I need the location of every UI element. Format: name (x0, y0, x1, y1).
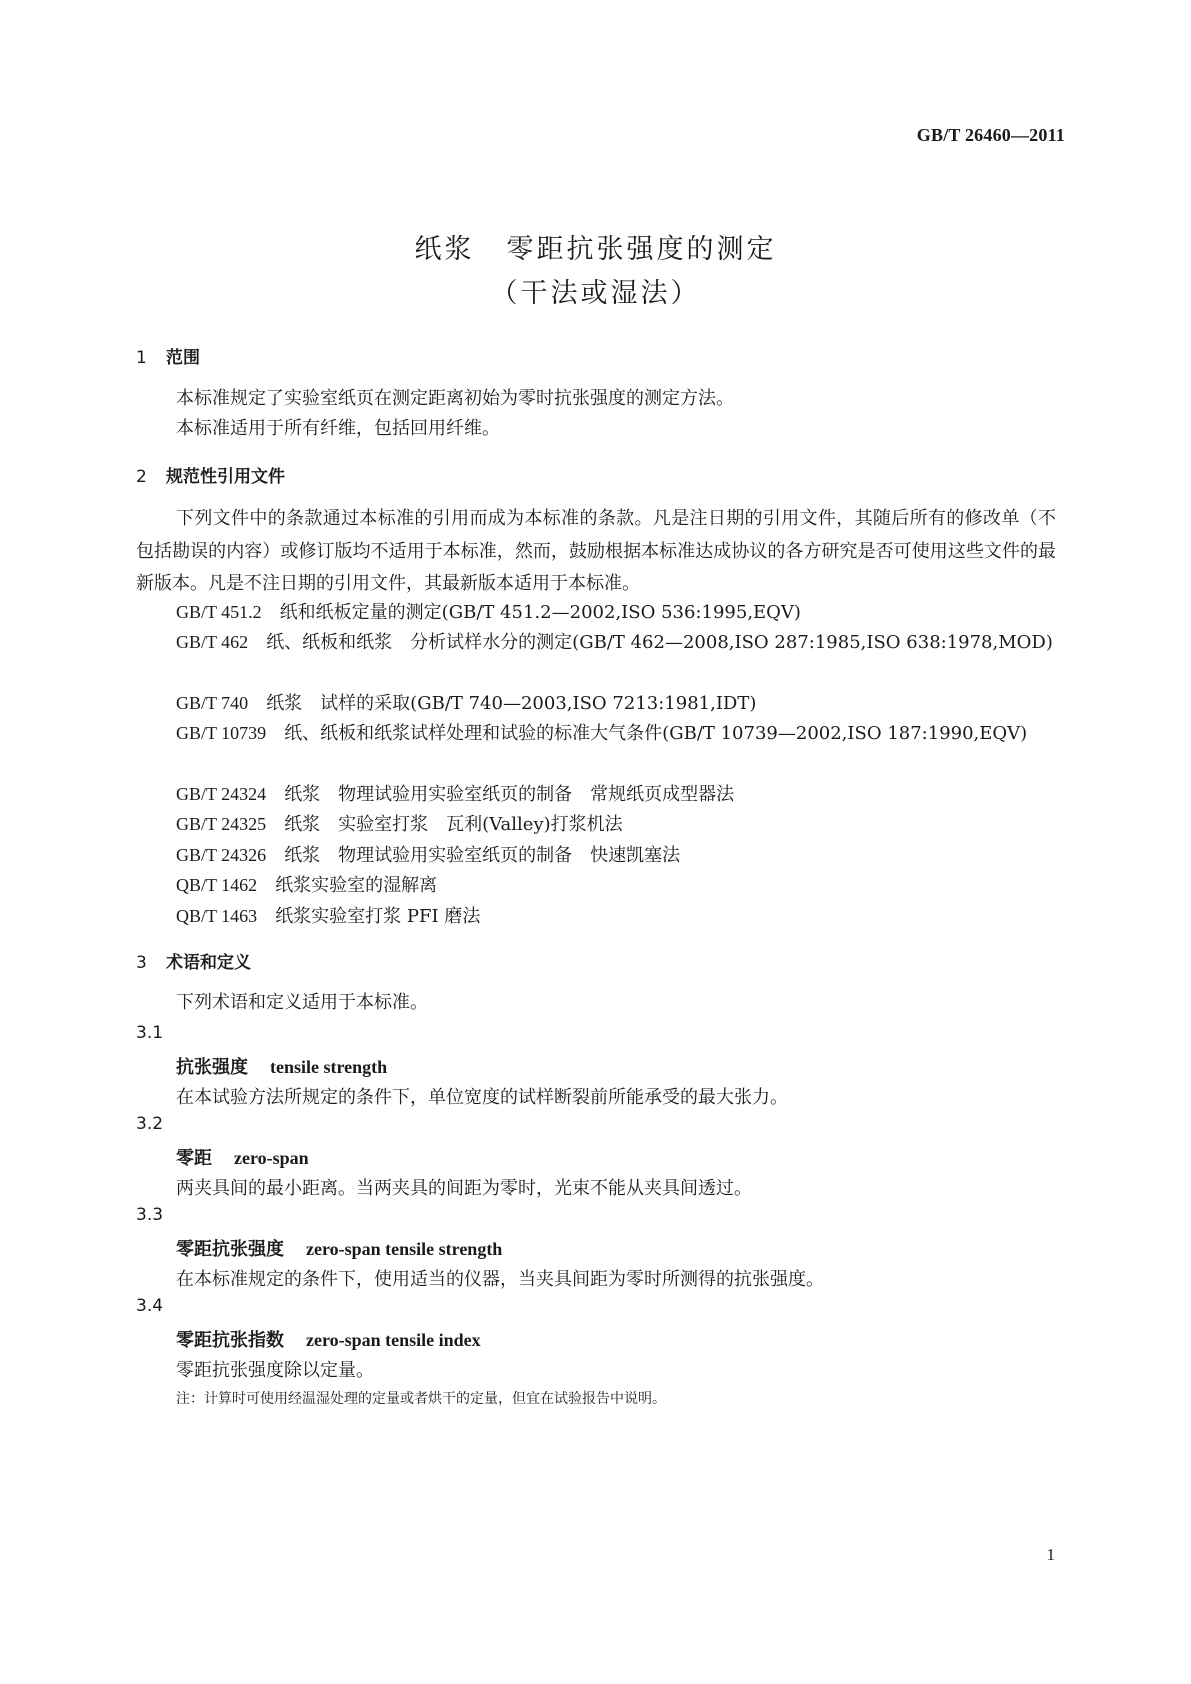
title-part-2: 零距抗张强度的测定 (506, 234, 777, 265)
term-number: 3.4 (136, 1296, 164, 1316)
term-en: zero-span tensile strength (306, 1239, 503, 1259)
section-title: 术语和定义 (166, 953, 251, 973)
section-title: 范围 (166, 348, 200, 368)
section-title: 规范性引用文件 (166, 467, 285, 487)
term-en: zero-span tensile index (306, 1330, 481, 1350)
reference-code: GB/T 24326 (176, 845, 267, 865)
reference-title: 纸浆 实验室打浆 瓦利(Valley)打浆机法 (284, 814, 623, 835)
term-number: 3.3 (136, 1205, 164, 1225)
term-definition: 在本标准规定的条件下，使用适当的仪器，当夹具间距为零时所测得的抗张强度。 (176, 1269, 824, 1290)
terms-intro: 下列术语和定义适用于本标准。 (176, 992, 428, 1013)
reference-title: 纸浆 试样的采取(GB/T 740—2003,ISO 7213:1981,IDT) (266, 693, 757, 714)
scope-paragraph-2: 本标准适用于所有纤维，包括回用纤维。 (176, 418, 500, 439)
reference-item (136, 778, 1056, 812)
note: 注：计算时可使用经温湿处理的定量或者烘干的定量，但宜在试验报告中说明。 (176, 1391, 666, 1407)
reference-item (136, 687, 1056, 721)
section-number: 1 (136, 348, 147, 368)
term-zh: 零距 (176, 1148, 212, 1169)
reference-code: GB/T 24325 (176, 814, 267, 834)
term-heading (176, 1144, 309, 1170)
reference-title: 纸和纸板定量的测定(GB/T 451.2—2002,ISO 536:1995,EQV) (279, 602, 801, 623)
reference-title: 纸浆 物理试验用实验室纸页的制备 快速凯塞法 (284, 845, 681, 866)
reference-code: GB/T 462 (176, 632, 249, 652)
reference-title: 纸浆实验室的湿解离 (275, 875, 438, 896)
page-number: 1 (1046, 1545, 1055, 1564)
term-definition: 两夹具间的最小距离。当两夹具的间距为零时，光束不能从夹具间透过。 (176, 1178, 752, 1199)
section-3-heading (136, 948, 251, 973)
term-number: 3.2 (136, 1114, 164, 1134)
term-heading (176, 1053, 387, 1079)
scope-paragraph-1: 本标准规定了实验室纸页在测定距离初始为零时抗张强度的测定方法。 (176, 388, 734, 409)
reference-title: 纸浆实验室打浆 PFI 磨法 (275, 906, 481, 927)
reference-item (136, 626, 1056, 660)
reference-item (136, 808, 1056, 842)
term-definition: 零距抗张强度除以定量。 (176, 1360, 374, 1381)
reference-code: GB/T 451.2 (176, 602, 262, 622)
term-zh: 零距抗张强度 (176, 1239, 284, 1260)
reference-code: GB/T 10739 (176, 723, 267, 743)
term-definition: 在本试验方法所规定的条件下，单位宽度的试样断裂前所能承受的最大张力。 (176, 1087, 788, 1108)
reference-code: GB/T 740 (176, 693, 249, 713)
reference-item (136, 717, 1056, 751)
term-heading (176, 1235, 502, 1261)
term-number: 3.1 (136, 1023, 164, 1043)
section-2-heading (136, 462, 285, 487)
document-title (0, 228, 1191, 316)
reference-item (136, 869, 1056, 903)
reference-code: GB/T 24324 (176, 784, 267, 804)
reference-title: 纸、纸板和纸浆试样处理和试验的标准大气条件(GB/T 10739—2002,ISO 187:1990,EQV) (284, 723, 1028, 744)
title-line-1 (0, 228, 1191, 272)
term-en: zero-span (234, 1148, 309, 1168)
section-number: 3 (136, 953, 147, 973)
title-line-2: （干法或湿法） (490, 278, 701, 309)
reference-code: QB/T 1463 (176, 906, 258, 926)
section-1-heading (136, 343, 200, 368)
term-en: tensile strength (270, 1057, 388, 1077)
reference-title: 纸浆 物理试验用实验室纸页的制备 常规纸页成型器法 (284, 784, 735, 805)
reference-code: QB/T 1462 (176, 875, 258, 895)
reference-title: 纸、纸板和纸浆 分析试样水分的测定(GB/T 462—2008,ISO 287:1985,ISO 638:1978,MOD) (266, 632, 1053, 653)
term-heading (176, 1326, 481, 1352)
reference-item (136, 839, 1056, 873)
standard-code: GB/T 26460—2011 (916, 125, 1065, 145)
term-zh: 零距抗张指数 (176, 1330, 284, 1351)
term-zh: 抗张强度 (176, 1057, 248, 1078)
reference-item (136, 900, 1056, 934)
reference-item (136, 596, 1056, 630)
section-number: 2 (136, 467, 147, 487)
references-intro: 下列文件中的条款通过本标准的引用而成为本标准的条款。凡是注日期的引用文件，其随后所有的修改单（不包括勘误的内容）或修订版均不适用于本标准，然而，鼓励根据本标准达成协议的各方研究是否可使用这些文件的最新版本。凡是不注日期的引用文件，其最新版本适用于本标准。 (136, 508, 1056, 594)
title-part-1: 纸浆 (414, 234, 475, 265)
